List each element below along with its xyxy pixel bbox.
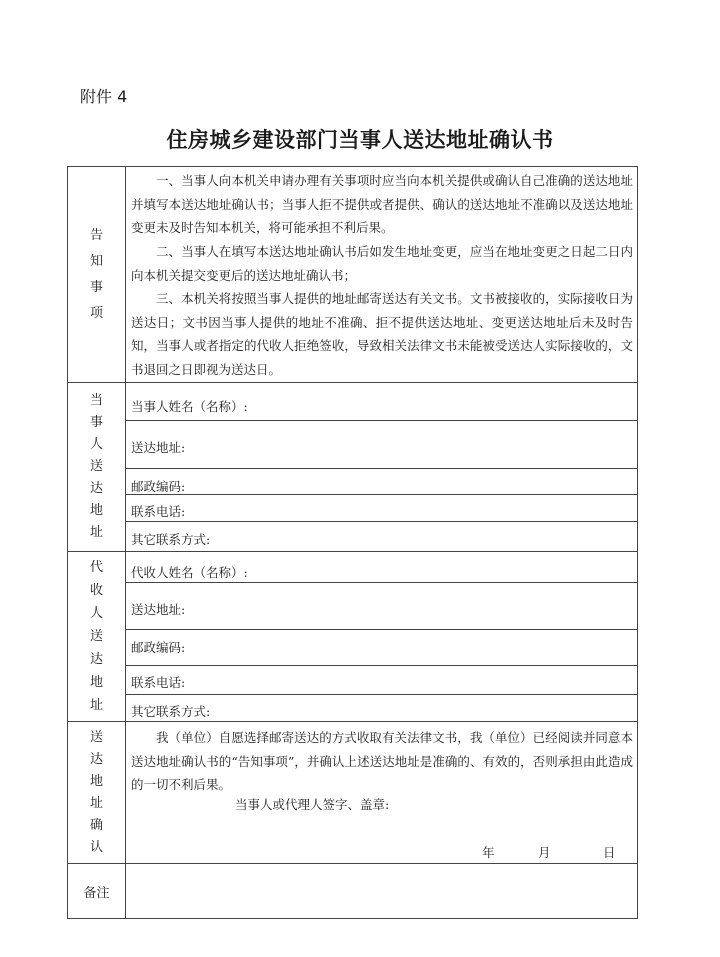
section-divider bbox=[68, 863, 637, 864]
date-year: 年 bbox=[482, 845, 495, 860]
party-label: 当 事 人 送 达 地 址 bbox=[89, 393, 103, 540]
signature-line: 当事人或代理人签字、盖章: bbox=[235, 797, 390, 812]
notice-item-3: 三、本机关将按照当事人提供的地址邮寄送达有关文书。文书被接收的，实际接收日为送达日；文书因当事人提供的地址不准确、拒不提供送达地址、变更送达地址后未及时告知，当事人或者指定的代收人拒绝签收，导致相关法律文书未能被受送达人实际接收的，文书退回之日即视为送达日。 bbox=[131, 291, 633, 377]
section-divider bbox=[68, 551, 637, 552]
party-other-contact-field: 其它联系方式: bbox=[131, 532, 211, 547]
document-title: 住房城乡建设部门当事人送达地址确认书 bbox=[166, 128, 554, 152]
date-month: 月 bbox=[538, 845, 551, 860]
section-divider bbox=[68, 382, 637, 383]
row-divider bbox=[125, 665, 637, 666]
attachment-label: 附件 4 bbox=[80, 87, 128, 106]
row-divider bbox=[125, 494, 637, 495]
agent-other-contact-field: 其它联系方式: bbox=[131, 704, 211, 719]
label-column-divider bbox=[125, 167, 126, 918]
row-divider bbox=[125, 468, 637, 469]
agent-name-field: 代收人姓名（名称）: bbox=[131, 565, 248, 580]
party-address-field: 送达地址: bbox=[131, 440, 186, 455]
agent-label: 代 收 人 送 达 地 址 bbox=[89, 560, 103, 713]
confirm-label: 送 达 地 址 确 认 bbox=[89, 729, 103, 855]
section-divider bbox=[68, 721, 637, 722]
remarks-label: 备注 bbox=[83, 886, 110, 901]
row-divider bbox=[125, 694, 637, 695]
confirm-statement: 我（单位）自愿选择邮寄送达的方式收取有关法律文书，我（单位）已经阅读并同意本送达地址确认书的“告知事项”，并确认上述送达地址是准确的、有效的，否则承担由此造成的一切不利后果。 bbox=[131, 730, 633, 792]
row-divider bbox=[125, 582, 637, 583]
row-divider bbox=[125, 629, 637, 630]
date-day: 日 bbox=[603, 845, 616, 860]
row-divider bbox=[125, 420, 637, 421]
notice-label: 告 知 事 项 bbox=[89, 227, 103, 321]
notice-item-1: 一、当事人向本机关申请办理有关事项时应当向本机关提供或确认自己准确的送达地址并填写本送达地址确认书；当事人拒不提供或者提供、确认的送达地址不准确以及送达地址变更未及时告知本机关，将可能承担不利后果。 bbox=[131, 173, 633, 235]
party-name-field: 当事人姓名（名称）: bbox=[131, 399, 248, 414]
agent-phone-field: 联系电话: bbox=[131, 675, 186, 690]
party-postcode-field: 邮政编码: bbox=[131, 479, 186, 494]
agent-postcode-field: 邮政编码: bbox=[131, 640, 186, 655]
row-divider bbox=[125, 521, 637, 522]
notice-item-2: 二、当事人在填写本送达地址确认书后如发生地址变更，应当在地址变更之日起二日内向本机关提交变更后的送达地址确认书； bbox=[131, 244, 633, 283]
agent-address-field: 送达地址: bbox=[131, 602, 186, 617]
party-phone-field: 联系电话: bbox=[131, 504, 186, 519]
confirmation-form bbox=[67, 166, 638, 919]
